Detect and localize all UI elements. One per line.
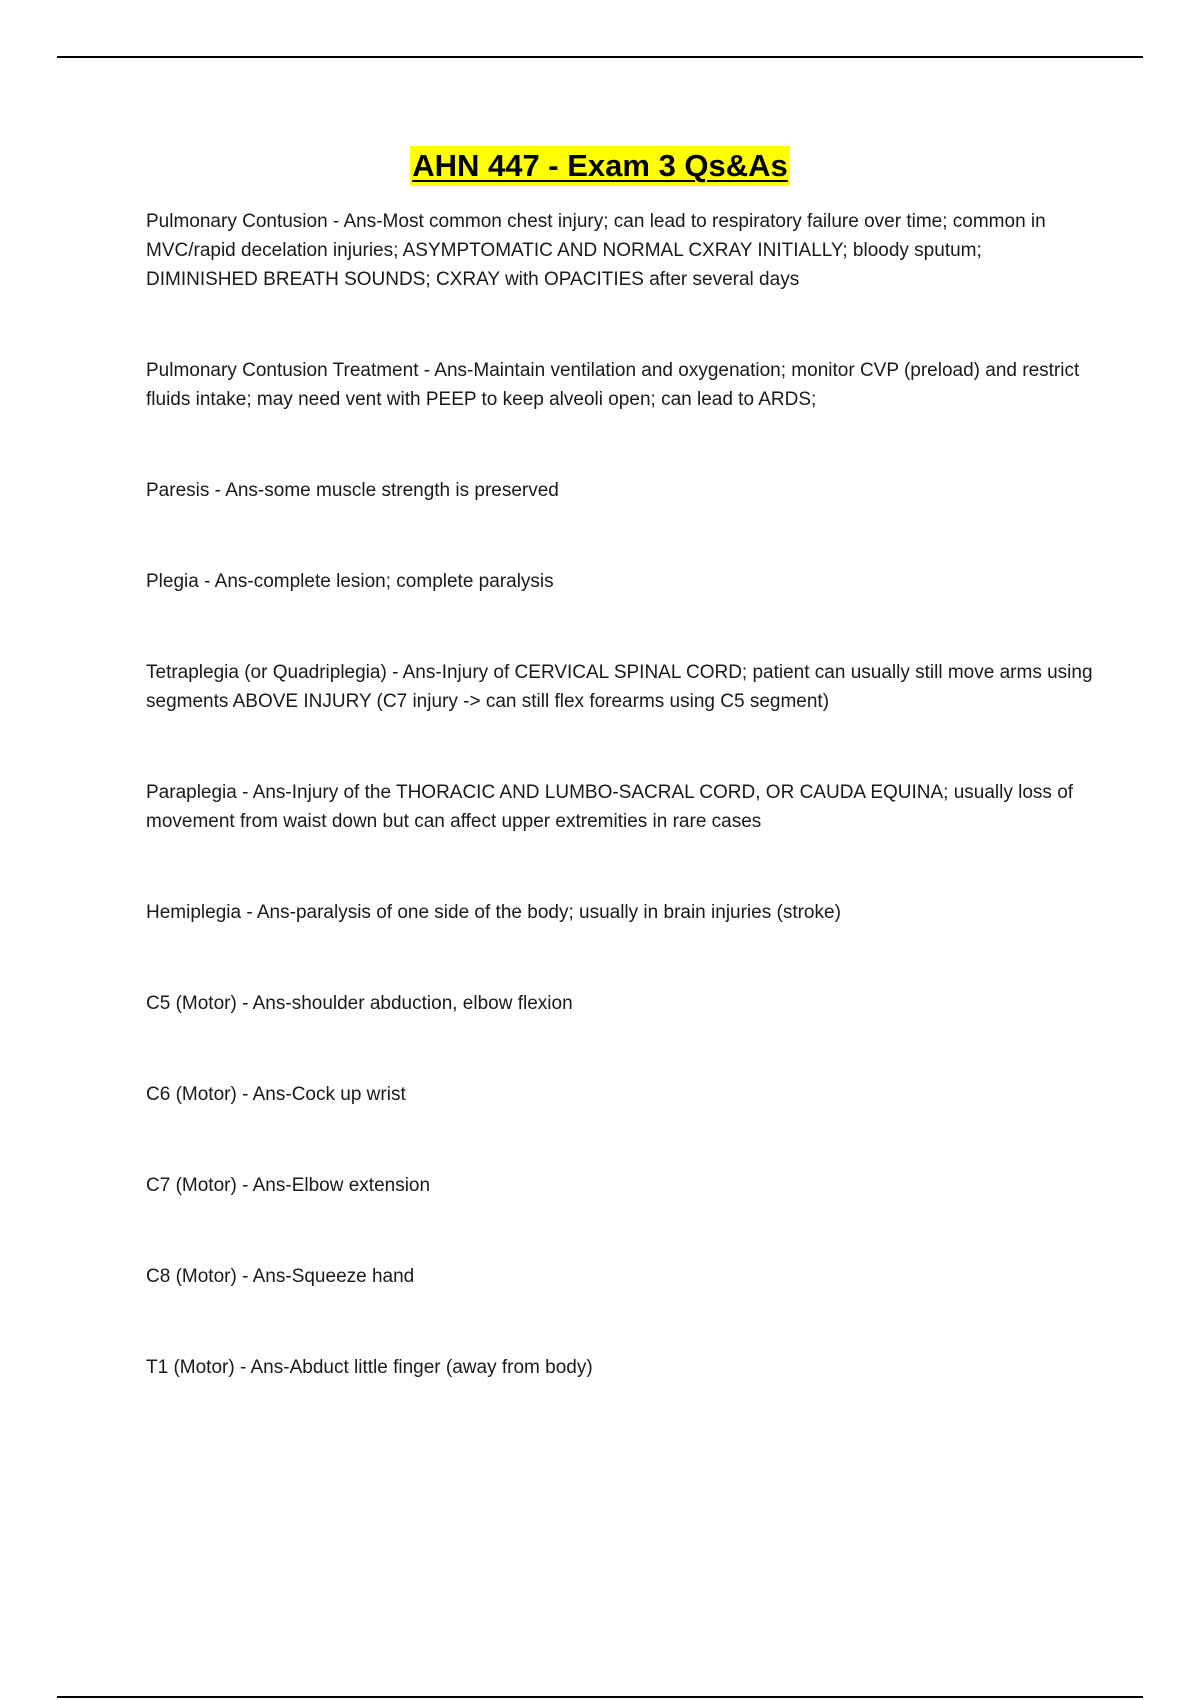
qa-entry: Pulmonary Contusion Treatment - Ans-Maintain ventilation and oxygenation; monitor CVP (preload) and restrict fluids intake; may need vent with PEEP to keep alveoli open; can lead to ARDS; xyxy=(146,360,1080,410)
qa-entry: Paresis - Ans-some muscle strength is preserved xyxy=(146,480,559,501)
qa-entry: Hemiplegia - Ans-paralysis of one side of the body; usually in brain injuries (stroke) xyxy=(146,902,841,923)
qa-list xyxy=(146,207,1096,1444)
qa-entry: Paraplegia - Ans-Injury of the THORACIC AND LUMBO-SACRAL CORD, OR CAUDA EQUINA; usually loss of movement from waist down but can affect upper extremities in rare cases xyxy=(146,782,1074,832)
qa-entry: C7 (Motor) - Ans-Elbow extension xyxy=(146,1175,431,1196)
qa-entry: Plegia - Ans-complete lesion; complete paralysis xyxy=(146,571,554,592)
qa-entry: C5 (Motor) - Ans-shoulder abduction, elbow flexion xyxy=(146,993,573,1014)
qa-entry: C6 (Motor) - Ans-Cock up wrist xyxy=(146,1084,406,1105)
qa-entry: T1 (Motor) - Ans-Abduct little finger (away from body) xyxy=(146,1357,593,1378)
qa-entry: Pulmonary Contusion - Ans-Most common chest injury; can lead to respiratory failure over time; common in MVC/rapid decelation injuries; ASYMPTOMATIC AND NORMAL CXRAY INITIALLY; bloody sputum; DIMINISHED BREATH SOUNDS; CXRAY with OPACITIES after several days xyxy=(146,211,1046,290)
bottom-rule xyxy=(57,1696,1143,1698)
qa-entry: Tetraplegia (or Quadriplegia) - Ans-Injury of CERVICAL SPINAL CORD; patient can usually still move arms using segments ABOVE INJURY (C7 injury -> can still flex forearms using C5 segment) xyxy=(146,662,1093,712)
page-title: AHN 447 - Exam 3 Qs&As xyxy=(410,146,790,186)
top-rule xyxy=(57,56,1143,58)
title-container xyxy=(0,146,1200,186)
qa-entry: C8 (Motor) - Ans-Squeeze hand xyxy=(146,1266,415,1287)
